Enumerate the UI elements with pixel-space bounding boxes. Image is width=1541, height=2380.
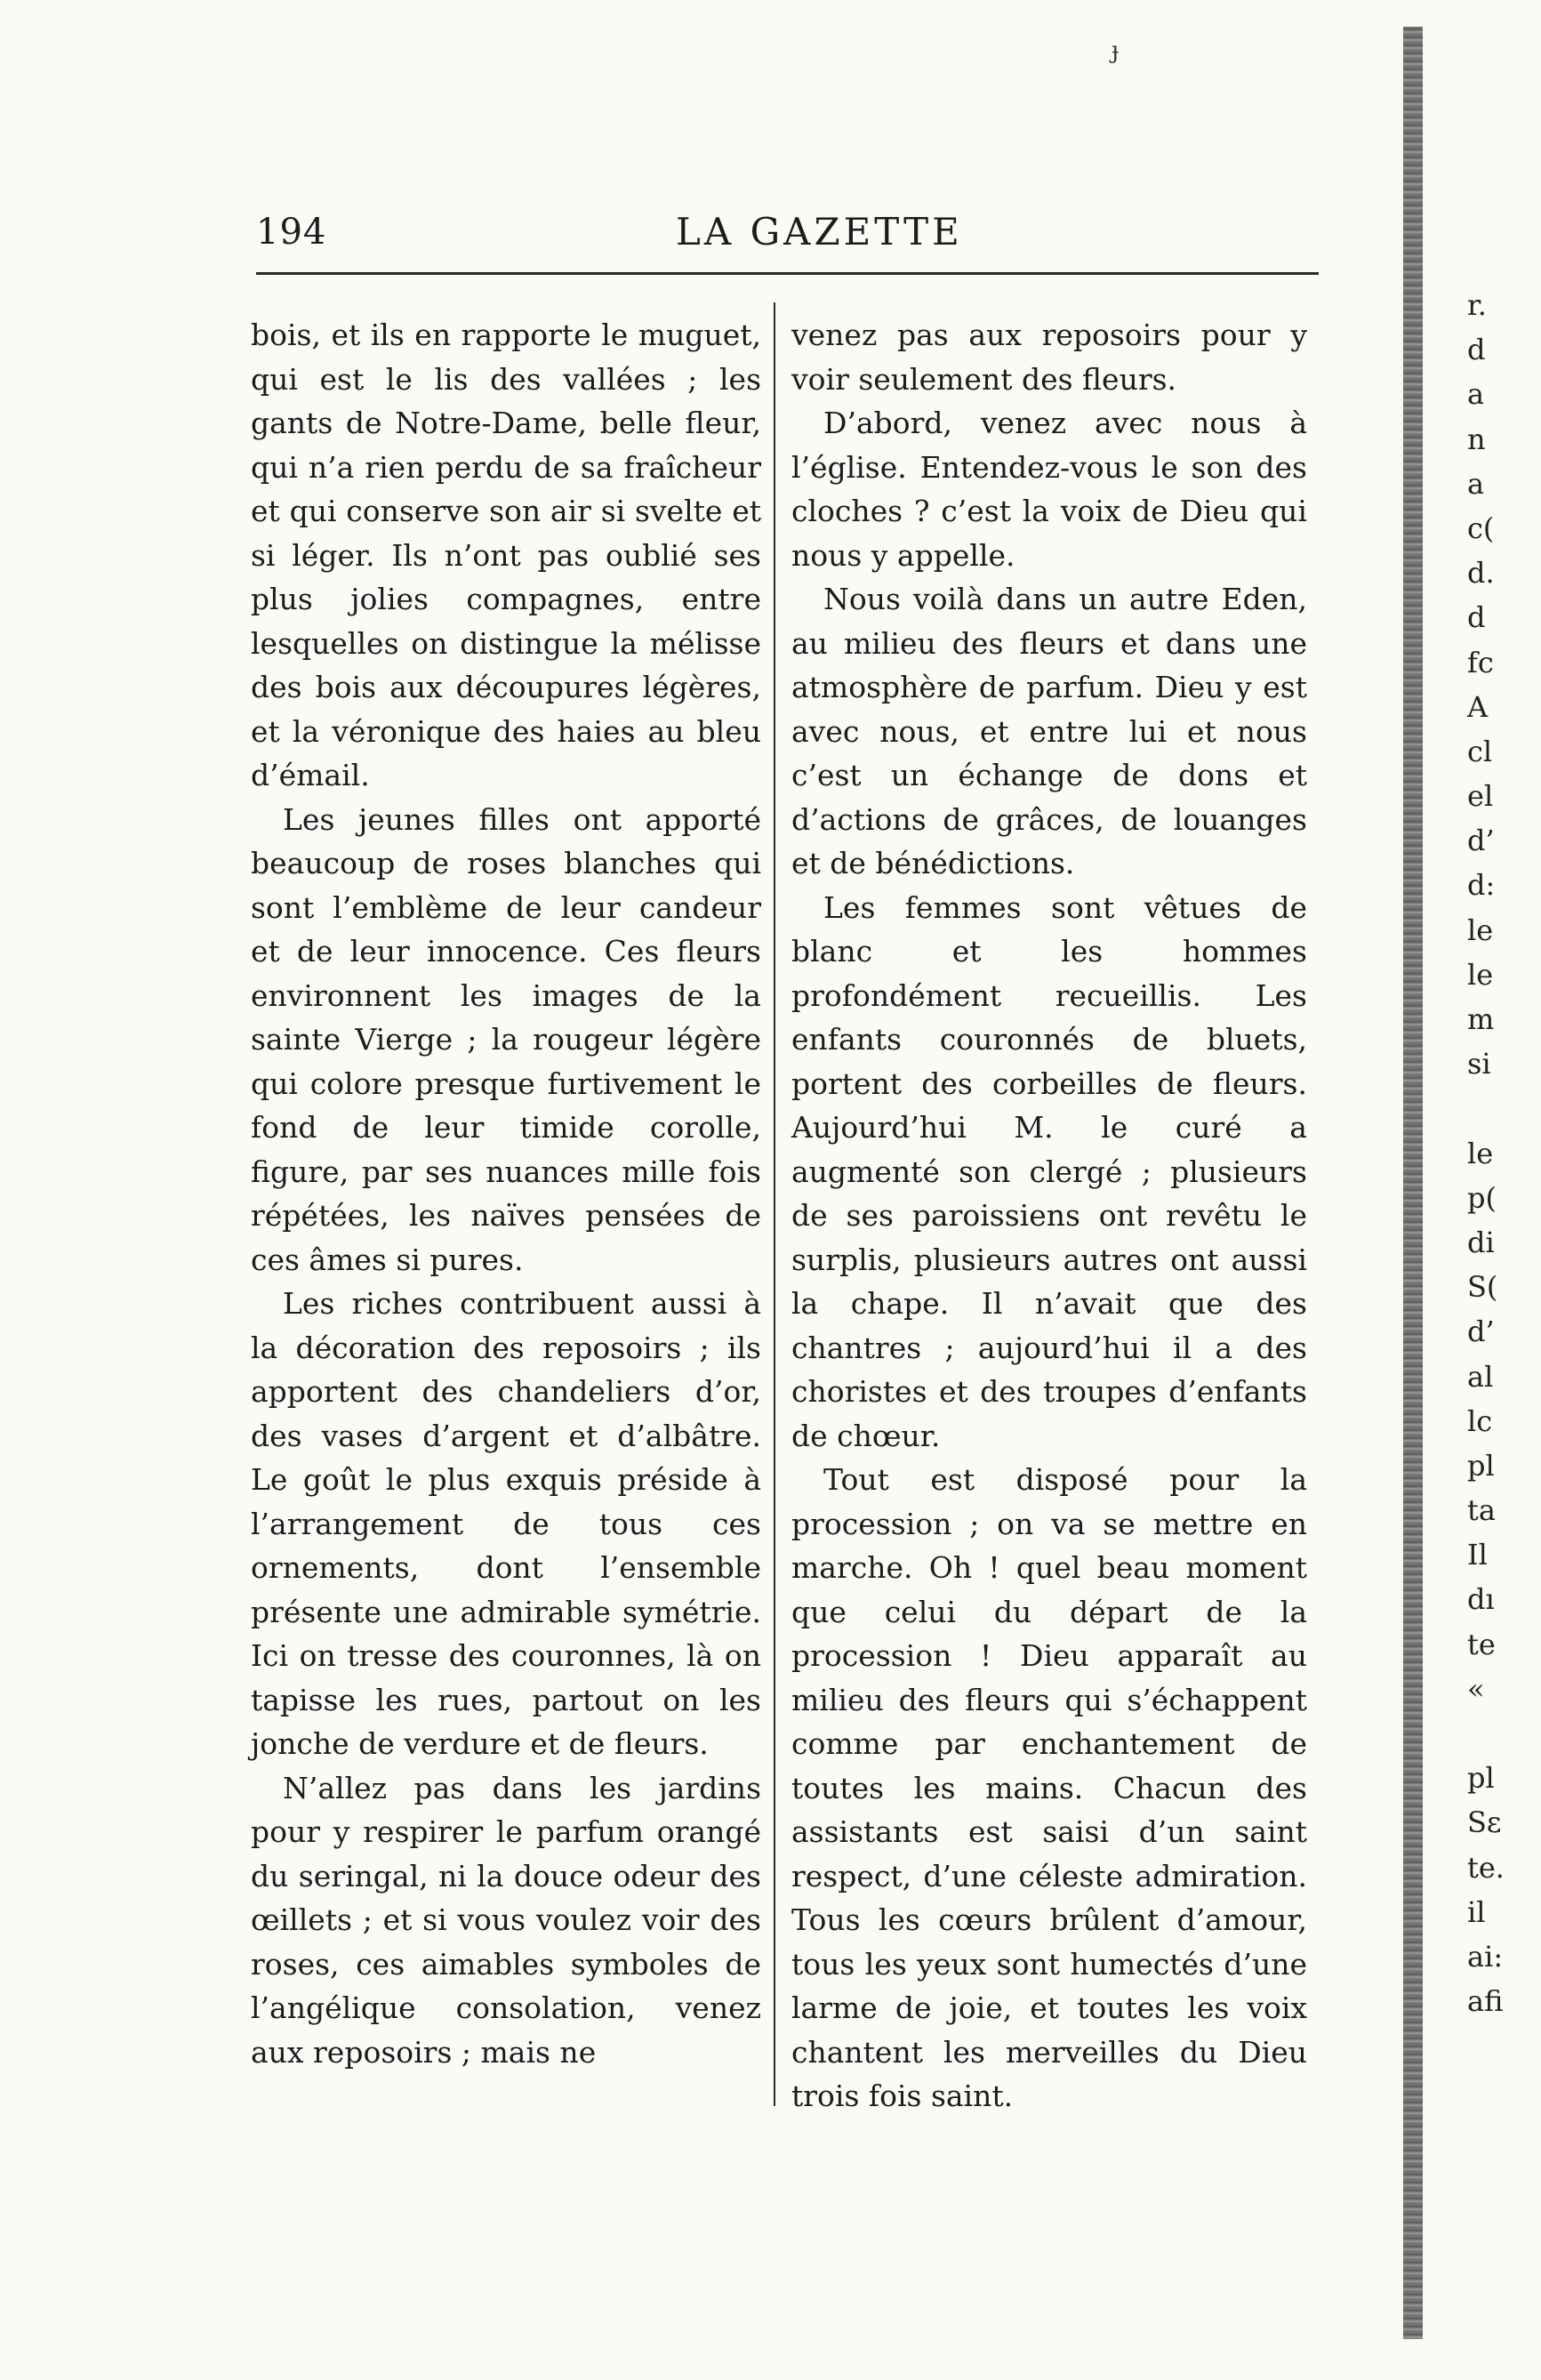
- facing-page-fragment: ta: [1467, 1493, 1496, 1528]
- facing-page-fragment: a: [1467, 466, 1485, 501]
- facing-page-fragment: «: [1467, 1671, 1485, 1706]
- facing-page-fragment: afi: [1467, 1984, 1504, 2019]
- facing-page-fragment: le: [1467, 957, 1494, 992]
- left-column: [251, 313, 761, 2074]
- facing-page-fragment: m: [1467, 1002, 1495, 1036]
- paragraph: bois, et ils en rapporte le muguet, qui est le lis des vallées ; les gants de Notre-Dame, belle fleur, qui n’a rien perdu de sa fraîcheur et qui conserve son air si svelte et si léger. Ils n’ont pas oublié ses plus jolies compagnes, entre lesquelles on distingue la mélisse des bois aux découpures légères, et la véronique des haies au bleu d’émail.: [251, 318, 761, 792]
- facing-page-fragment: pl: [1467, 1761, 1495, 1796]
- facing-page-fragment: d’: [1467, 1315, 1495, 1349]
- paragraph: venez pas aux reposoirs pour y voir seulement des fleurs.: [791, 318, 1307, 397]
- facing-page-fragment: le: [1467, 913, 1494, 947]
- facing-page-fragment: cl: [1467, 734, 1493, 768]
- facing-page-fragment: d.: [1467, 556, 1495, 591]
- facing-page-fragment: fc: [1467, 645, 1494, 679]
- facing-page-fragment: si: [1467, 1047, 1491, 1081]
- facing-page-fragment: r.: [1467, 288, 1487, 322]
- running-title: LA GAZETTE: [676, 210, 963, 253]
- facing-page-fragment: p(: [1467, 1180, 1497, 1215]
- facing-page-fragment: dı: [1467, 1582, 1495, 1617]
- facing-page-fragment: ai:: [1467, 1939, 1504, 1974]
- facing-page-fragment: [1467, 1086, 1529, 1130]
- facing-page-fragment: el: [1467, 779, 1494, 814]
- paragraph: Les femmes sont vêtues de blanc et les hommes profondément recueillis. Les enfants couronnés de bluets, portent des corbeilles de fleurs. Aujourd’hui M. le curé a augmenté son clergé ; plusieurs de ses paroissiens ont revêtu le surplis, plusieurs autres ont aussi la chape. Il n’avait que des chantres ; aujourd’hui il a des choristes et des troupes d’enfants de chœur.: [791, 889, 1307, 1453]
- paragraph: Nous voilà dans un autre Eden, au milieu des fleurs et dans une atmosphère de parfum. Dieu y est avec nous, et entre lui et nous c’est un échange de dons et d’actions de grâces, de louanges et de bénédictions.: [791, 582, 1307, 880]
- right-column: [791, 313, 1307, 2119]
- paragraph: Tout est disposé pour la procession ; on va se mettre en marche. Oh ! quel beau moment que celui du départ de la procession ! Dieu apparaît au milieu des fleurs qui s’échappent comme par enchantement de toutes les mains. Chacun des assistants est saisi d’un saint respect, d’une céleste admiration. Tous les cœurs brûlent d’amour, tous les yeux sont humectés d’une larme de joie, et toutes les voix chantent les merveilles du Dieu trois fois saint.: [791, 1462, 1307, 2113]
- facing-page-fragment: Il: [1467, 1538, 1488, 1572]
- facing-page-fragment: c(: [1467, 511, 1495, 545]
- facing-page-fragment: le: [1467, 1136, 1494, 1170]
- paragraph: Les riches contribuent aussi à la décoration des reposoirs ; ils apportent des chandeliers d’or, des vases d’argent et d’albâtre. Le goût le plus exquis préside à l’arrangement de tous ces ornements, dont l’ensemble présente une admirable symétrie. Ici on tresse des couronnes, là on tapisse les rues, partout on les jonche de verdure et de fleurs.: [251, 1286, 761, 1761]
- facing-page-fragment: te.: [1467, 1850, 1505, 1885]
- facing-page-fragment: pl: [1467, 1448, 1495, 1483]
- facing-page-fragment: d: [1467, 600, 1486, 635]
- facing-page-fragment: Sε: [1467, 1805, 1502, 1840]
- facing-page-fragment: lc: [1467, 1403, 1493, 1438]
- column-divider: [774, 302, 775, 2106]
- facing-page-fragment: il: [1467, 1894, 1486, 1929]
- facing-page-fragment: A: [1467, 689, 1489, 724]
- header-rule: [256, 272, 1319, 275]
- facing-page-fragment: n: [1467, 422, 1486, 456]
- facing-page-fragments: [1467, 283, 1529, 2023]
- facing-page-spine: [1403, 27, 1423, 2339]
- facing-page-fragment: d:: [1467, 868, 1496, 903]
- facing-page-fragment: [1467, 1711, 1529, 1756]
- facing-page-fragment: S(: [1467, 1270, 1498, 1305]
- paragraph: N’allez pas dans les jardins pour y respirer le parfum orangé du seringal, ni la douce odeur des œillets ; et si vous voulez voir des roses, ces aimables symboles de l’angélique consolation, venez aux reposoirs ; mais ne: [251, 1770, 761, 2070]
- facing-page-fragment: di: [1467, 1225, 1495, 1259]
- page-number: 194: [256, 212, 327, 253]
- facing-page-fragment: al: [1467, 1359, 1494, 1394]
- facing-page-fragment: d: [1467, 333, 1486, 367]
- facing-page-fragment: d’: [1467, 824, 1495, 858]
- corner-mark: ɟ: [1112, 37, 1120, 64]
- paragraph: D’abord, venez avec nous à l’église. Entendez-vous le son des cloches ? c’est la voix de Dieu qui nous y appelle.: [791, 406, 1307, 573]
- facing-page-fragment: a: [1467, 377, 1485, 412]
- facing-page-fragment: te: [1467, 1627, 1496, 1661]
- paragraph: Les jeunes filles ont apporté beaucoup de roses blanches qui sont l’emblème de leur candeur et de leur innocence. Ces fleurs environnent les images de la sainte Vierge ; la rougeur légère qui colore presque furtivement le fond de leur timide corolle, figure, par ses nuances mille fois répétées, les naïves pensées de ces âmes si pures.: [251, 801, 761, 1277]
